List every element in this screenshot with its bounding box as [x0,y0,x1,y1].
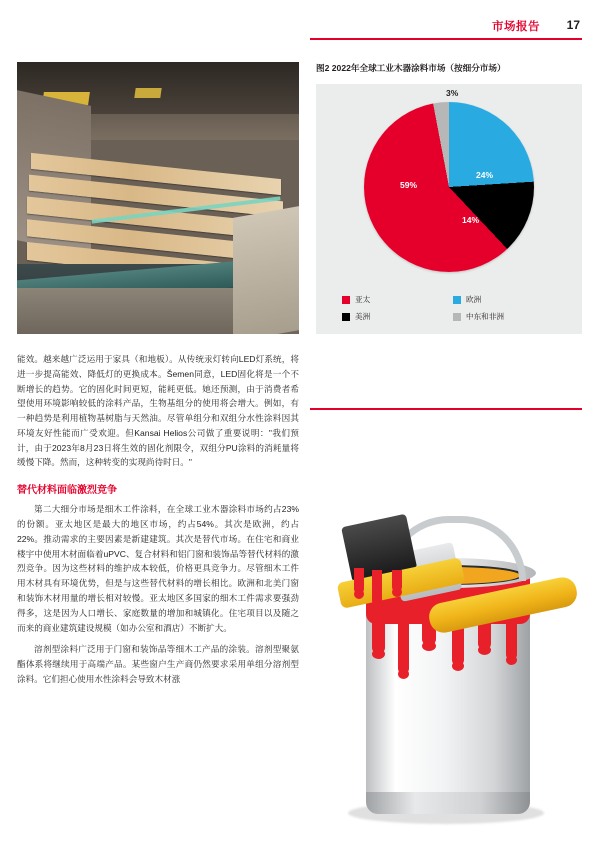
wood-panel-production-line-photo [17,62,299,334]
body-paragraph-2: 第二大细分市场是细木工件涂料，在全球工业木器涂料市场约占23%的份额。亚太地区是最大的地区市场，约占54%。其次是欧洲，约占22%。推动需求的主要因素是新建建筑。其次是替代市场。在住宅和商业楼宇中使用木材面临着uPVC、复合材料和铝门窗和装饰品等替代材料的激烈竞争。因为这些材料的维护成本较低，价格更具竞争力。尽管细木工件用木材具有环境优势，但是与这些替代材料的增长相比。欧洲和北美门窗和装饰木材用量的增长相对较慢。亚太地区多国家的细木工件需求要强劲得多，这是因为人口增长、家庭数量的增加和城镇化。住宅项目以及随之而来的商业建筑建设规模（如办公室和酒店）不断扩大。 [17,504,299,633]
pie-label-europe: 24% [476,170,494,180]
paint-can-bottom-rim [366,792,530,814]
paint-drip [372,620,385,654]
header-divider [310,38,582,40]
right-column-divider [310,408,582,410]
body-subheading: 替代材料面临激烈竞争 [17,485,117,497]
header-section-title: 市场报告 [492,21,540,33]
paint-can-and-brush-illustration [310,420,586,830]
legend-label: 亚太 [355,295,371,304]
legend-item-europe [453,294,558,305]
legend-label: 美洲 [355,312,371,321]
legend-label: 欧洲 [466,295,482,304]
page-number: 17 [566,18,580,32]
body-paragraph-3: 溶剂型涂料广泛用于门窗和装饰品等细木工产品的涂装。溶剂型聚氨酯体系将继续用于高端产品。某些窗户生产商仍然要求采用单组分溶剂型涂料。它们担心使用水性涂料会导致木材涨 [17,644,299,684]
photo-material-roll [233,206,299,334]
legend-item-middle-east-africa [453,311,558,322]
pie-slices [364,102,534,272]
brush-paint-drip [354,568,364,594]
pie-chart [316,84,582,334]
legend-swatch-icon [342,313,350,321]
chart-caption: 图2 2022年全球工业木器涂料市场（按细分市场） [316,63,506,73]
pie-chart-graphic [364,88,534,272]
legend-swatch-icon [453,296,461,304]
page-header [0,18,600,40]
legend-item-asia-pacific [342,294,447,305]
brush-paint-drip [372,570,382,606]
paint-drip [506,622,517,660]
article-body [17,352,299,687]
pie-label-americas: 14% [462,215,480,225]
body-paragraph-1: 能效。越来越广泛运用于家具（和地板）。从传统汞灯转向LED灯系统，将进一步提高能效、降低灯的更换成本。Šemen同意，LED固化将是一个不断增长的趋势。它的固化时间更短，能耗更低。她还预测，由于消费者希望使用环境影响较低的涂料产品，生物基组分的使用将会增大。例如，有一种趋势是利用植物基树脂与天然油。尽管单组分和双组分水性涂料因其环境友好性能而广受欢迎。但Kansai Helios公司做了重要说明："我们预计，由于2023年8月23日将生效的固化剂限令，双组分PU涂料的消耗量将缓慢下降。然而，这种转变的实现尚待时日。" [17,354,299,468]
brush-paint-drip [392,570,402,592]
chart-legend [342,294,558,322]
pie-label-mea: 3% [446,88,459,98]
legend-swatch-icon [453,313,461,321]
legend-swatch-icon [342,296,350,304]
paint-drip [398,622,409,674]
pie-label-asia-pacific: 59% [400,180,418,190]
legend-item-americas [342,311,447,322]
legend-label: 中东和非洲 [466,312,504,321]
photo-machine-yellow-part-2 [134,88,161,98]
